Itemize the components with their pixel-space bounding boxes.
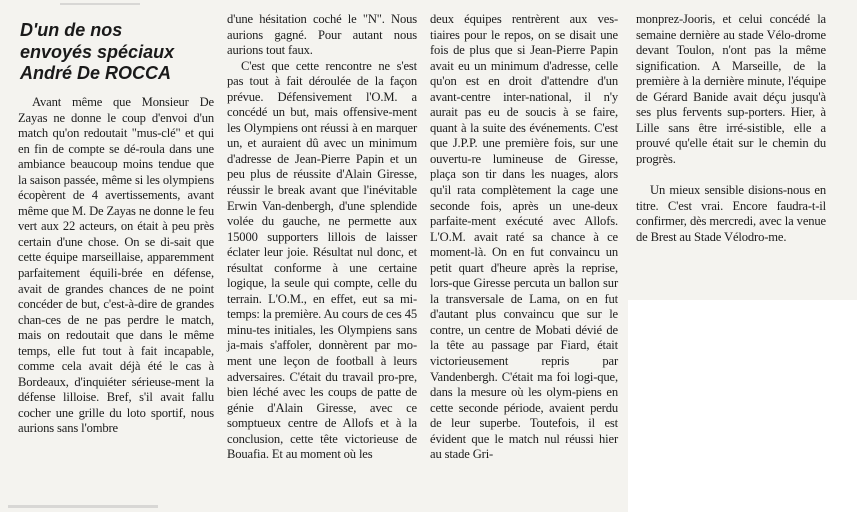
paragraph: d'une hésitation coché le "N". Nous aurions gagné. Pour autant nous aurions tout faux. [227,12,417,58]
paragraph: Avant même que Monsieur De Zayas ne donne le coup d'envoi d'un match qu'on redoutait "mus-clé" et qui en fin de compte se dé-roula dans une ambiance beaucoup moins tendue que la saison passée, même si les olympiens écopèrent de 4 avertissements, avant même que M. De Zayas ne donne le feu vert aux 22 acteurs, on était à peu près certain d'une chose. On se di-sait que cette équipe marseillaise, apparemment parfaitement équili-brée en défense, avait de grandes chances de ne point concéder de but, c'est-à-dire de grandes chan-ces de ne pas perdre le match, mais on redoutait que dans le même temps, elle fut tout à fait incapable, comme cela avait déjà été le cas à Bordeaux, d'inquiéter sérieuse-ment la défense lilloise. Bref, s'il avait fallu cocher une grille du loto sportif, nous aurions sans l'ombre [18,95,214,436]
paragraph: Un mieux sensible disions-nous en titre. C'est vrai. Encore faudra-t-il confirmer, dès mercredi, avec la venue de Brest au Stade Vélodro-me. [636,182,826,244]
print-speck [8,505,158,508]
paragraph: C'est que cette rencontre ne s'est pas tout à fait déroulée de la façon prévue. Défensivement l'O.M. a concédé un but, mais offensive-ment les Olympiens ont réussi à en marquer un, et auraient dû avec un minimum d'adresse de Jean-Pierre Papin et un peu plus de réussite d'Alain Giresse, réussir le break avant que l'inévitable Erwin Van-denbergh, d'une splendide volée du gauche, ne permette aux 15000 supporters lillois de laisser éclater leur joie. Résultat nul donc, et résultat conforme à une certaine logique, la seule qui compte, celle du terrain. L'O.M., en effet, eut sa mi-temps: la première. Au cours de ces 45 minu-tes initiales, les Olympiens sans ja-mais s'affoler, donnèrent par mo-ment une leçon de football à leurs adversaires. C'était du travail pro-pre, bien léché avec les coups de patte de génie d'Alain Giresse, avec ce somptueux centre de Allofs et à la conclusion, cette tête victorieuse de Bouafia. Et au moment où les [227,58,417,462]
paragraph: monprez-Jooris, et celui concédé la semaine dernière au stade Vélo-drome devant Toulon, n'ont pas la même signification. A Marseille, de la première à la dernière minute, l'équipe de Gérard Banide avait déçu jusqu'à ses plus fervents sup-porters. Hier, à Lille sans être irré-sistible, elle a prouvé qu'elle était sur le chemin du progrès. [636,12,826,166]
article-column-1 [18,95,214,437]
print-speck [60,3,140,5]
headline-line-1: D'un de nos [20,20,123,40]
headline-line-3: André De ROCCA [20,63,172,83]
article-byline-heading [20,20,200,85]
paragraph: deux équipes rentrèrent aux ves-tiaires pour le repos, on se disait une fois de plus que si Jean-Pierre Papin avait eu un minimum d'adresse, celle qu'on est en droit d'attendre d'un avant-centre inter-national, il n'y aurait pas eu de soucis à se faire, quant à la suite des événements. C'est que J.P.P. une première fois, sur une ouvertu-re lumineuse de Giresse, plaça son tir dans les nuages, alors qu'il rata complètement la cage une seconde fois, après un une-deux parfaite-ment exécuté avec Allofs. L'O.M. avait raté sa chance à ce moment-là. On en fut convaincu un petit quart d'heure après la reprise, lors-que Giresse percuta un ballon sur la transversale de Lama, on en fut d'autant plus convaincu que sur le contre, un centre de Mobati dévié de la tête au passage par Fiard, était victorieusement repris par Vandenbergh. C'était ma foi logi-que, dans la mesure où les olym-piens en cette seconde période, avaient perdu de leur superbe. Toutefois, il est évident que le match nul réussi hier au stade Gri- [430,12,618,462]
article-column-4 [636,12,826,245]
article-column-3 [430,12,618,463]
article-column-2 [227,12,417,463]
headline-line-2: envoyés spéciaux [20,41,175,62]
